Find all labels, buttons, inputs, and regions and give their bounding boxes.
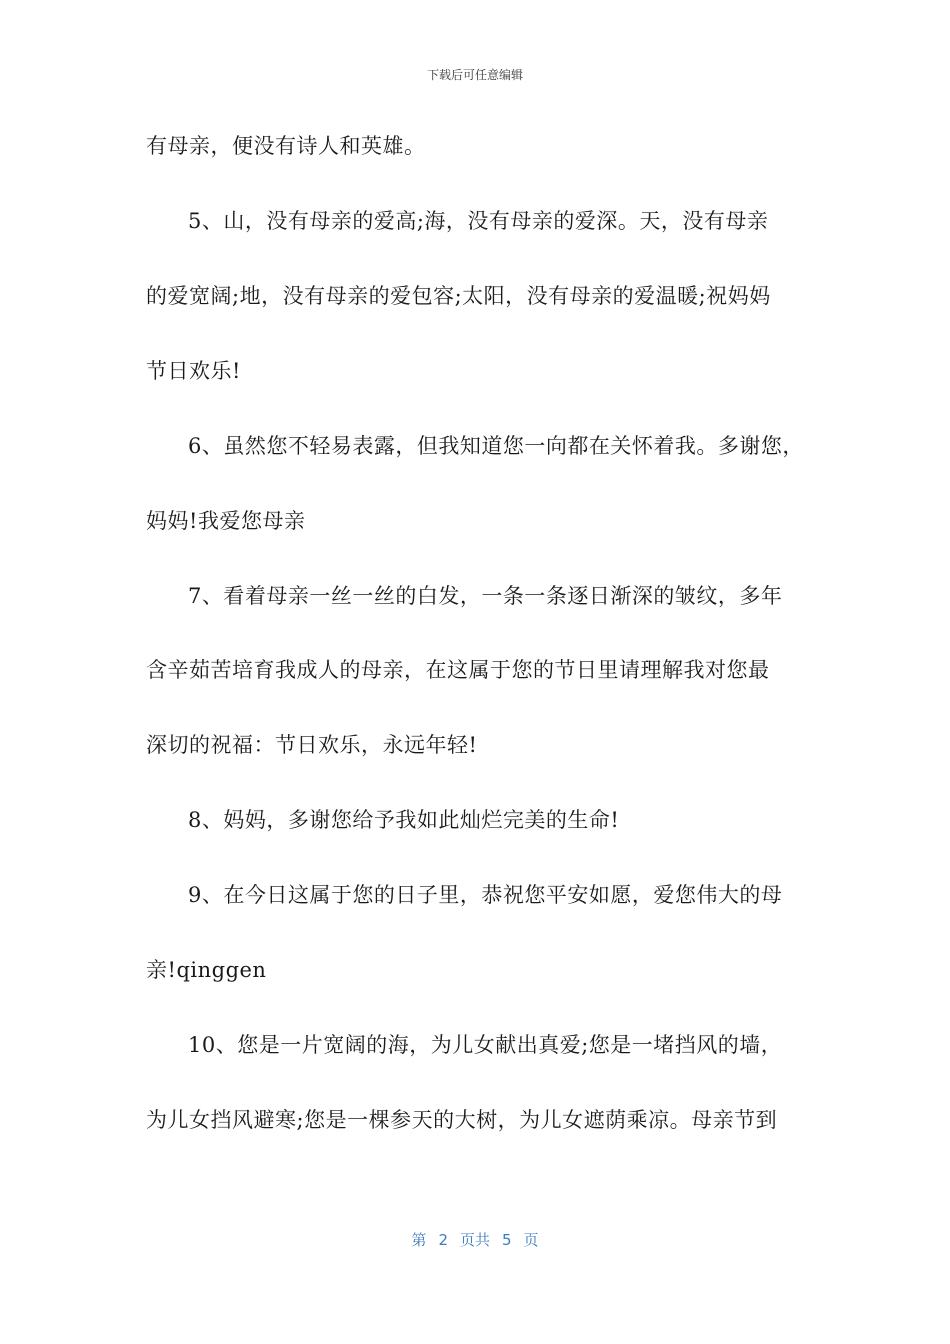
paragraph-line-14: 为儿女挡风避寒;您是一棵参天的大树，为儿女遮荫乘凉。母亲节到 (146, 1108, 778, 1132)
page-label-mid: 页共 (459, 1231, 490, 1249)
paragraph-line-10: 8、妈妈，多谢您给予我如此灿烂完美的生命! (188, 808, 620, 832)
total-pages-number: 5 (502, 1231, 512, 1249)
paragraph-line-9: 深切的祝福：节日欢乐，永远年轻! (146, 733, 478, 757)
paragraph-line-8: 含辛茹苦培育我成人的母亲，在这属于您的节日里请理解我对您最 (146, 658, 770, 682)
paragraph-line-5: 6、虽然您不轻易表露，但我知道您一向都在关怀着我。多谢您， (188, 434, 804, 458)
page-header: 下载后可任意编辑 (426, 68, 523, 82)
paragraph-line-4: 节日欢乐! (146, 359, 241, 383)
current-page-number: 2 (438, 1231, 448, 1249)
paragraph-line-7: 7、看着母亲一丝一丝的白发，一条一条逐日渐深的皱纹，多年 (188, 584, 783, 608)
paragraph-line-1: 有母亲，便没有诗人和英雄。 (146, 134, 426, 158)
paragraph-line-2: 5、山，没有母亲的爱高;海，没有母亲的爱深。天，没有母亲 (188, 209, 769, 233)
page-label-suffix: 页 (523, 1231, 539, 1249)
paragraph-line-11: 9、在今日这属于您的日子里，恭祝您平安如愿，爱您伟大的母 (188, 883, 783, 907)
page-label-prefix: 第 (411, 1231, 427, 1249)
paragraph-line-3: 的爱宽阔;地，没有母亲的爱包容;太阳，没有母亲的爱温暖;祝妈妈 (146, 284, 771, 308)
paragraph-line-12: 亲!qinggen (146, 958, 267, 982)
paragraph-line-6: 妈妈!我爱您母亲 (146, 509, 306, 533)
page-footer (0, 1229, 950, 1250)
paragraph-line-13: 10、您是一片宽阔的海，为儿女献出真爱;您是一堵挡风的墙， (188, 1033, 783, 1057)
